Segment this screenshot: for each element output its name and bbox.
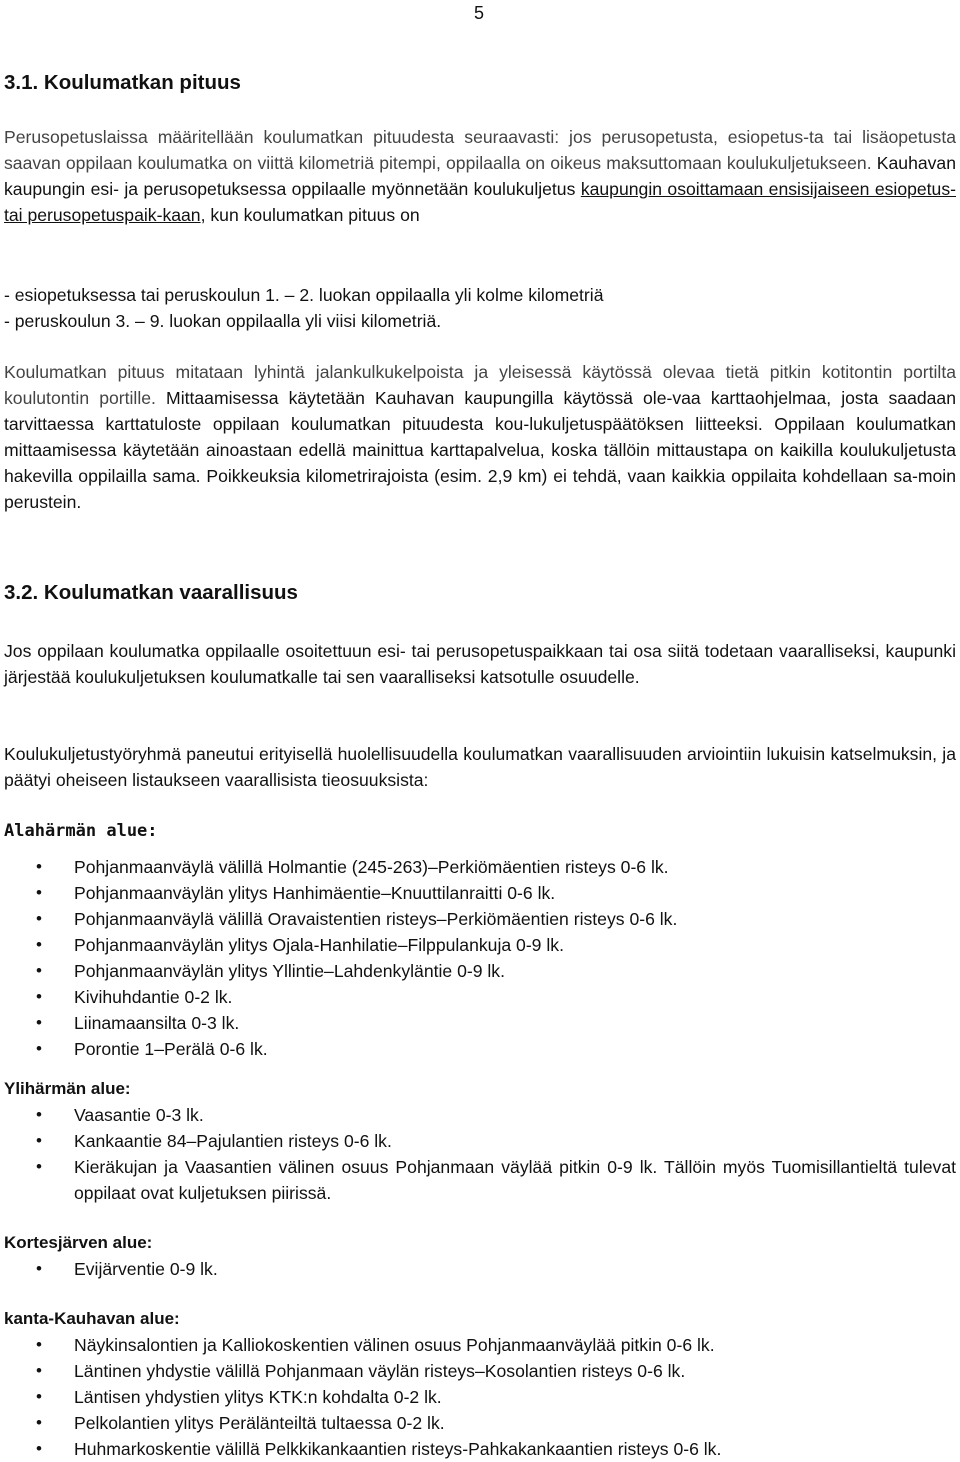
area-title: Kortesjärven alue: (4, 1233, 153, 1252)
paragraph-text: Koulukuljetustyöryhmä paneutui erityisellä huolellisuudella koulumatkan vaarallisuuden arviointiin lukuisin katselmuksin, ja päätyi oheiseen listaukseen vaarallisista tieosuuksista: (4, 744, 956, 790)
list-item: • Vaasantie 0-3 lk. (4, 1102, 956, 1128)
list-item: • Näykinsalontien ja Kalliokoskentien välinen osuus Pohjanmaanväylää pitkin 0-6 lk. (4, 1332, 956, 1358)
area-list (4, 854, 956, 1062)
list-item: • Pohjanmaanväylän ylitys Ojala-Hanhilatie–Filppulankuja 0-9 lk. (4, 932, 956, 958)
paragraph-text: Perusopetuslaissa määritellään koulumatkan pituudesta seuraavasti: jos perusopetusta, esiopetus-ta tai lisäopetusta saavan oppilaan koulumatka on viittä kilometriä pitempi, oppilaalla on oikeus maksuttomaan koulukuljetukseen. (4, 127, 956, 173)
area-kanta-kauhava (4, 1306, 956, 1462)
list-item: • Pohjanmaanväylän ylitys Yllintie–Lahdenkyläntie 0-9 lk. (4, 958, 956, 984)
section-1-paragraph-1 (4, 124, 956, 228)
list-item: • Pelkolantien ylitys Perälänteiltä tultaessa 0-2 lk. (4, 1410, 956, 1436)
list-item: • Pohjanmaanväylän ylitys Hanhimäentie–Knuuttilanraitti 0-6 lk. (4, 880, 956, 906)
list-item: • Liinamaansilta 0-3 lk. (4, 1010, 956, 1036)
distance-rule-line: - peruskoulun 3. – 9. luokan oppilaalla yli viisi kilometriä. (4, 311, 442, 331)
section-heading-3-1: 3.1. Koulumatkan pituus (4, 71, 241, 94)
list-item: • Kieräkujan ja Vaasantien välinen osuus Pohjanmaan väylää pitkin 0-9 lk. Tällöin myös Tuomisillantieltä tulevat oppilaat ovat kuljetuksen piirissä. (4, 1154, 956, 1206)
list-item: • Porontie 1–Perälä 0-6 lk. (4, 1036, 956, 1062)
area-title: Alahärmän alue: (4, 821, 158, 841)
area-list (4, 1332, 956, 1462)
paragraph-text: Koulumatkan pituus mitataan lyhintä jalankulkukelpoista ja yleisessä käytössä olevaa tietä pitkin kotitontin portilta koulutontin portille. (4, 362, 956, 408)
section-heading-3-2: 3.2. Koulumatkan vaarallisuus (4, 581, 298, 604)
list-item: • Evijärventie 0-9 lk. (4, 1256, 956, 1282)
list-item: • Pohjanmaanväylä välillä Holmantie (245-263)–Perkiömäentien risteys 0-6 lk. (4, 854, 956, 880)
paragraph-text: Jos oppilaan koulumatka oppilaalle osoitettuun esi- tai perusopetuspaikkaan tai osa siitä todetaan vaaralliseksi, kaupunki järjestää koulukuljetuksen koulumatkalle tai sen vaaralliseksi katsotulle osuudelle. (4, 641, 956, 687)
list-item: • Kankaantie 84–Pajulantien risteys 0-6 lk. (4, 1128, 956, 1154)
list-item: • Huhmarkoskentie välillä Pelkkikankaantien risteys-Pahkakankaantien risteys 0-6 lk. (4, 1436, 956, 1462)
section-2-paragraph-2 (4, 741, 956, 793)
list-item: • Läntisen yhdystien ylitys KTK:n kohdalta 0-2 lk. (4, 1384, 956, 1410)
page-number: 5 (474, 3, 485, 23)
paragraph-text: Kauhavan kaupungin esi- ja perusopetuksessa oppilaalle myönnetään koulukuljetus (4, 153, 956, 199)
area-yliharma (4, 1076, 956, 1206)
area-list (4, 1256, 956, 1282)
list-item: • Läntinen yhdystie välillä Pohjanmaan väylän risteys–Kosolantien risteys 0-6 lk. (4, 1358, 956, 1384)
paragraph-text: Mittaamisessa käytetään Kauhavan kaupungilla käytössä ole-vaa karttaohjelmaa, josta saadaan tarvittaessa karttatuloste oppilaan koulumatkan pituudesta kou-lukuljetuspäätöksen liitteeksi. (4, 388, 956, 434)
distance-rules-list (4, 282, 956, 334)
distance-rule-line: - esiopetuksessa tai peruskoulun 1. – 2. luokan oppilaalla yli kolme kilometriä (4, 285, 604, 305)
area-list (4, 1102, 956, 1206)
paragraph-text: Oppilaan koulumatkan mittaamisessa käytetään ainoastaan edellä mainittua karttapalvelua, koska tällöin mittaustapa on kaikilla koulukuljetusta hakevilla oppilailla sama. Poikkeuksia kilometrirajoista (esim. 2,9 km) ei tehdä, vaan kaikkia oppilaita kohdellaan sa-moin perustein. (4, 414, 956, 512)
section-2-paragraph-1 (4, 638, 956, 690)
list-item: • Pohjanmaanväylä välillä Oravaistentien risteys–Perkiömäentien risteys 0-6 lk. (4, 906, 956, 932)
list-item: • Kivihuhdantie 0-2 lk. (4, 984, 956, 1010)
area-alaharma (4, 818, 956, 1062)
area-title: kanta-Kauhavan alue: (4, 1309, 180, 1328)
area-kortesjarvi (4, 1230, 956, 1282)
section-1-paragraph-2 (4, 359, 956, 515)
area-title: Ylihärmän alue: (4, 1079, 131, 1098)
paragraph-text: , kun koulumatkan pituus on (200, 205, 420, 225)
underlined-text: kaupungin osoittamaan ensisijaiseen esiopetus- tai perusopetuspaik-kaan (4, 179, 956, 225)
